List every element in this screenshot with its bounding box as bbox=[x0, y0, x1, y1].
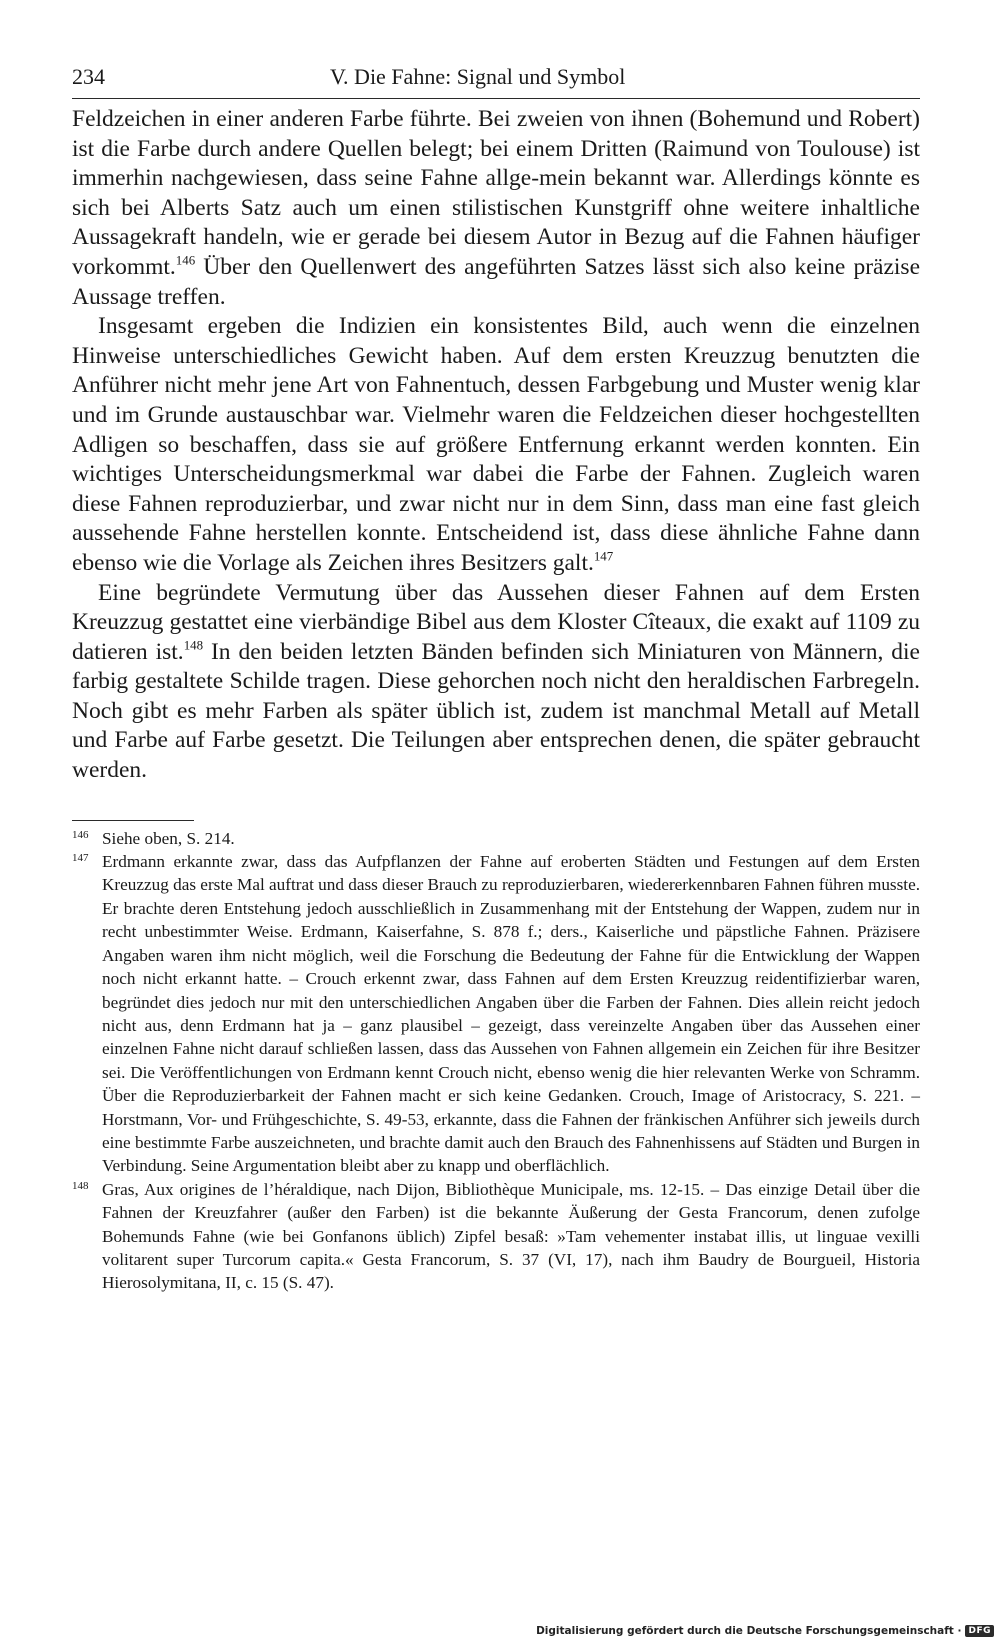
footnote-147 bbox=[72, 850, 920, 1178]
footnotes bbox=[72, 827, 920, 1295]
body-text bbox=[72, 105, 920, 786]
running-head bbox=[72, 52, 920, 90]
dfg-logo-icon: DFG bbox=[965, 1625, 994, 1637]
header-rule bbox=[72, 98, 920, 99]
footnote-ref-148[interactable]: 148 bbox=[183, 637, 204, 652]
footnote-ref-146[interactable]: 146 bbox=[175, 252, 196, 268]
paragraph-text: In den beiden letzten Bänden befinden sich Miniaturen von Männern, die farbig gestaltete Schilde tragen. Diese gehorchen noch nicht den heraldischen Farbregeln. Noch gibt es mehr Farben als später üblich ist, zudem ist manchmal Metall auf Metall und Farbe auf Farbe gesetzt. Die Teilungen aber entsprechen denen, die später gebraucht werden. bbox=[72, 638, 920, 784]
footnote-number: 147 bbox=[72, 852, 89, 865]
footnote-text: Gras, Aux origines de l’héraldique, nach Dijon, Bibliothèque Municipale, ms. 12-15. – Das einzige Detail über die Fahnen der Kreuzfahrer (außer den Farben) ist die bekannte Äußerung der Gesta Francorum, denen zufolge Bohemunds Fahne (wie bei Gonfanons üblich) Zipfel besaß: »Tam vehementer instabat illis, ut linguae vexilli volitarent super Turcorum capita.« Gesta Francorum, S. 37 (VI, 17), nach ihm Baudry de Bourgueil, Historia Hierosolymitana, II, c. 15 (S. 47). bbox=[102, 1179, 920, 1293]
paragraph-text: Über den Quellenwert des angeführten Satzes lässt sich also keine präzise Aussage treffen. bbox=[72, 253, 920, 310]
credit-text: Digitalisierung gefördert durch die Deutsche Forschungsgemeinschaft · bbox=[536, 1625, 962, 1637]
footnote-number: 148 bbox=[72, 1179, 89, 1192]
body-paragraph-2 bbox=[72, 312, 920, 578]
body-paragraph-3 bbox=[72, 579, 920, 786]
footnote-ref-147[interactable]: 147 bbox=[593, 548, 614, 564]
paragraph-text: Eine begründete Vermutung über das Aussehen dieser Fahnen auf dem Ersten Kreuzzug gestattet eine vierbändige Bibel aus dem Kloster Cîteaux, die exakt auf 1109 zu datieren ist. bbox=[72, 579, 920, 665]
paragraph-text: Insgesamt ergeben die Indizien ein konsistentes Bild, auch wenn die einzelnen Hinweise unterschiedliches Gewicht haben. Auf dem ersten Kreuzzug benutzten die Anführer nicht mehr jene Art von Fahnentuch, dessen Farbgebung und Muster wenig klar und im Grunde austauschbar war. Vielmehr waren die Feldzeichen dieser hochgestellten Adligen so beschaffen, dass sie auf größere Entfernung erkannt werden konnten. Ein wichtiges Unterscheidungsmerkmal war dabei die Farbe der Fahnen. Zugleich waren diese Fahnen reproduzierbar, und zwar nicht nur in dem Sinn, dass man eine fast gleich aussehende Fahne herstellen konnte. Entscheidend ist, dass diese ähnliche Fahne dann ebenso wie die Vorlage als Zeichen ihres Besitzers galt. bbox=[72, 313, 920, 576]
book-page bbox=[72, 52, 920, 1295]
footnote-148 bbox=[72, 1178, 920, 1295]
footnote-text: Erdmann erkannte zwar, dass das Aufpflanzen der Fahne auf eroberten Städten und Festungen auf dem Ersten Kreuzzug das erste Mal auftrat und dass dieser Brauch zu reproduzierbaren, wiedererkennbaren Fahnen führen musste. Er brachte deren Entstehung jedoch ausschließlich in Zusammenhang mit der Entstehung der Wappen, zudem nur in recht unbestimmter Weise. Erdmann, Kaiserfahne, S. 878 f.; ders., Kaiserliche und päpstliche Fahnen. Präzisere Angaben waren ihm nicht möglich, weil die Forschung die Bedeutung der Fahne für die Entwicklung der Wappen noch nicht erkannt hatte. – Crouch erkennt zwar, dass Fahnen auf dem Ersten Kreuzzug reidentifizierbar waren, begründet dies jedoch nur mit den unterschiedlichen Angaben über die Farben der Fahnen. Dies allein reicht jedoch nicht aus, denn Erdmann hat ja – ganz plausibel – gezeigt, dass vereinzelte Angaben über das Aussehen einer einzelnen Fahne nicht darauf schließen lassen, dass das Aussehen von Fahnen allgemein ein Zeichen für ihre Besitzer sei. Die Veröffentlichungen von Erdmann kennt Crouch nicht, ebenso wenig die hier relevanten Werke von Schramm. Über die Reproduzierbarkeit der Fahnen macht er sich keine Gedanken. Crouch, Image of Aristocracy, S. 221. – Horstmann, Vor- und Frühgeschichte, S. 49-53, erkannte, dass die Fahnen der fränkischen Anführer sich jeweils durch eine bestimmte Farbe auszeichneten, und brachte damit auch den Brauch des Fahnenhissens auf Städten und Burgen in Verbindung. Seine Argumentation bleibt aber zu knapp und oberflächlich. bbox=[102, 852, 920, 1176]
chapter-title: V. Die Fahne: Signal und Symbol bbox=[330, 64, 626, 89]
footnote-number: 146 bbox=[72, 828, 89, 841]
paragraph-text: Feldzeichen in einer anderen Farbe führte. Bei zweien von ihnen (Bohemund und Robert) ist die Farbe durch andere Quellen belegt; bei einem Dritten (Raimund von Toulouse) ist immerhin nachgewiesen, dass seine Fahne allge-mein bekannt war. Allerdings könnte es sich bei Alberts Satz auch um einen stilistischen Kunstgriff ohne weitere inhaltliche Aussagekraft handeln, wie er gerade bei diesem Autor in Bezug auf die Fahnen häufiger vorkommt. bbox=[72, 106, 920, 280]
body-paragraph-1 bbox=[72, 105, 920, 312]
digitization-credit bbox=[536, 1625, 994, 1637]
footnote-146 bbox=[72, 827, 920, 850]
page-number: 234 bbox=[72, 64, 105, 89]
footnote-rule bbox=[72, 820, 194, 821]
footnote-text: Siehe oben, S. 214. bbox=[102, 828, 235, 848]
